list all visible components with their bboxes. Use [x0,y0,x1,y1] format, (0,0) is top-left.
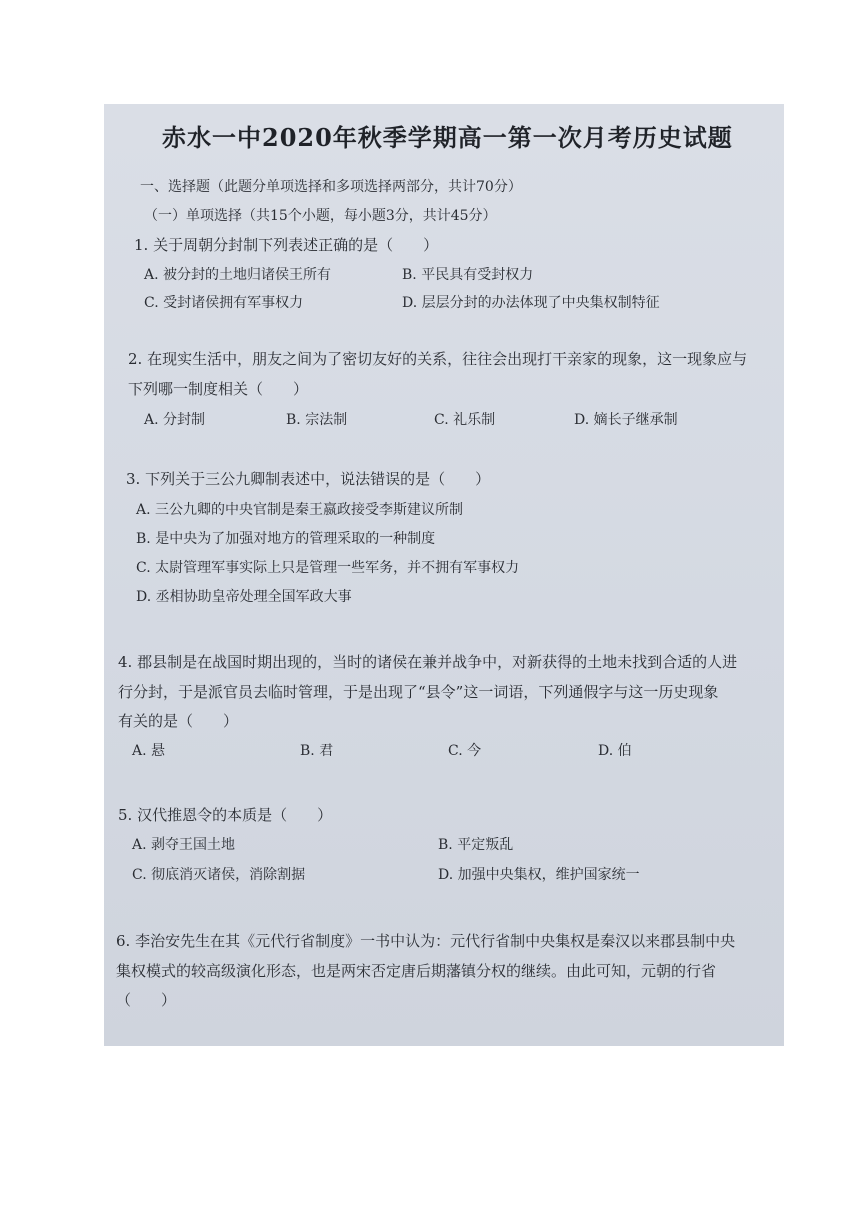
question-5-option-b: B. 平定叛乱 [438,837,514,853]
question-2-option-c: C. 礼乐制 [434,412,496,428]
question-3-option-c: C. 太尉管理军事实际上只是管理一些军务，并不拥有军事权力 [136,560,520,576]
question-4-stem-line-3: 有关的是（ ） [118,712,239,730]
question-4-option-c: C. 今 [448,743,482,759]
question-6-stem-line-2: 集权模式的较高级演化形态，也是两宋否定唐后期藩镇分权的继续。由此可知，元朝的行省 [116,962,717,980]
question-4-stem-line-1: 4. 郡县制是在战国时期出现的，当时的诸侯在兼并战争中，对新获得的土地未找到合适的人进 [118,653,738,671]
question-5-option-c: C. 彻底消灭诸侯，消除割据 [132,867,306,883]
question-2-stem-line-1: 2. 在现实生活中，朋友之间为了密切友好的关系，往往会出现打干亲家的现象，这一现象应与 [128,350,748,368]
question-5-option-a: A. 剥夺王国土地 [132,837,236,853]
question-4-option-a: A. 悬 [132,743,166,759]
question-3-option-a: A. 三公九卿的中央官制是秦王嬴政接受李斯建议所制 [136,502,464,518]
exam-title: 赤水一中2020年秋季学期高一第一次月考历史试题 [162,123,733,152]
question-3-option-b: B. 是中央为了加强对地方的管理采取的一种制度 [136,531,436,547]
subsection-heading: （一）单项选择（共15个小题，每小题3分，共计45分） [144,208,497,224]
question-3-stem: 3. 下列关于三公九卿制表述中，说法错误的是（ ） [126,470,491,488]
exam-paper-photo [104,104,784,1046]
question-5-option-d: D. 加强中央集权，维护国家统一 [438,867,640,883]
question-1-option-a: A. 被分封的土地归诸侯王所有 [144,267,332,283]
question-1-option-c: C. 受封诸侯拥有军事权力 [144,295,304,311]
question-1-option-d: D. 层层分封的办法体现了中央集权制特征 [402,295,660,311]
question-3-option-d: D. 丞相协助皇帝处理全国军政大事 [136,589,352,605]
question-5-stem: 5. 汉代推恩令的本质是（ ） [118,806,333,824]
question-1-option-b: B. 平民具有受封权力 [402,267,534,283]
question-6-stem-line-3: （ ） [116,991,177,1009]
question-4-option-d: D. 伯 [598,743,632,759]
question-2-option-d: D. 嫡长子继承制 [574,412,678,428]
question-4-option-b: B. 君 [300,743,334,759]
question-1-stem: 1. 关于周朝分封制下列表述正确的是（ ） [134,236,439,254]
question-6-stem-line-1: 6. 李治安先生在其《元代行省制度》一书中认为：元代行省制中央集权是秦汉以来郡县制中央 [116,932,736,950]
question-4-stem-line-2: 行分封，于是派官员去临时管理，于是出现了“县令”这一词语，下列通假字与这一历史现象 [118,683,719,701]
question-2-stem-line-2: 下列哪一制度相关（ ） [128,380,309,398]
section-heading: 一、选择题（此题分单项选择和多项选择两部分，共计70分） [140,179,522,195]
question-2-option-b: B. 宗法制 [286,412,348,428]
question-2-option-a: A. 分封制 [144,412,206,428]
